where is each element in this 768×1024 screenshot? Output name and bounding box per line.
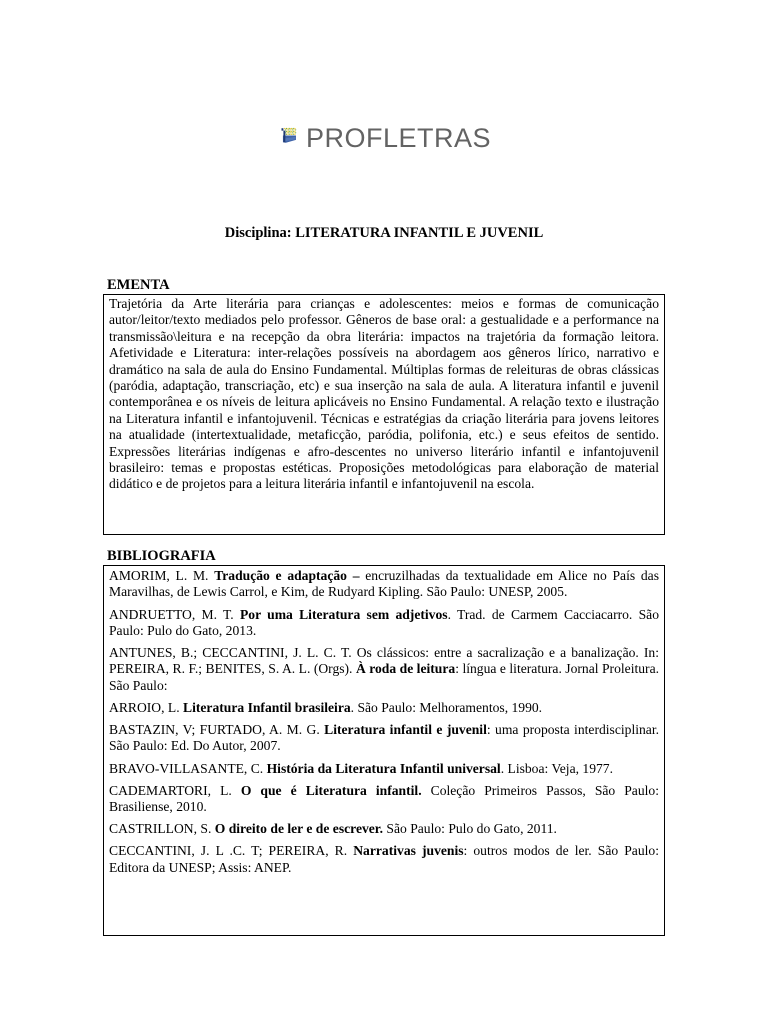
reference-author: CECCANTINI, J. L .C. T; PEREIRA, R. xyxy=(109,843,354,859)
reference-author: ANDRUETTO, M. T. xyxy=(109,606,240,622)
reference-author: BRAVO-VILLASANTE, C. xyxy=(109,760,267,776)
reference-item xyxy=(109,607,659,640)
reference-title: À roda de leitura xyxy=(355,661,456,677)
reference-author: ANTUNES, B.; CECCANTINI, J. L. C. T. Os clássicos: entre a sacralização e a banalização. In: PEREIRA, R. F.; BENITES, S. A. L. (Orgs). xyxy=(109,645,659,677)
reference-title: O que é Literatura infantil. xyxy=(240,782,422,798)
reference-details: . Trad. de Carmem Cacciacarro. São Paulo: Pulo do Gato, 2013. xyxy=(109,606,659,638)
reference-details: São Paulo: Pulo do Gato, 2011. xyxy=(383,821,557,837)
bibliografia-box xyxy=(103,565,665,936)
reference-item xyxy=(109,700,659,716)
profletras-logo xyxy=(281,103,491,167)
reference-item xyxy=(109,843,659,876)
reference-details: . São Paulo: Melhoramentos, 1990. xyxy=(350,699,543,715)
reference-item xyxy=(109,722,659,755)
reference-author: ARROIO, L. xyxy=(109,699,184,715)
reference-title: Narrativas juvenis xyxy=(353,843,464,859)
reference-item xyxy=(109,645,659,694)
reference-title: História da Literatura Infantil universal xyxy=(266,760,501,776)
reference-title: Literatura Infantil brasileira xyxy=(183,699,351,715)
ementa-text: Trajetória da Arte literária para crianças e adolescentes: meios e formas de comunicação autor/leitor/texto mediados pelo professor. Gêneros de base oral: a gestualidade e a performance na transmissão\leitura e na recepção da obra literária: impactos na trajetória da formação leitora. Afetividade e Literatura: inter-relações possíveis na abordagem aos gêneros lírico, narrativo e dramático na sala de aula do Ensino Fundamental. Múltiplas formas de releituras de obras clássicas (paródia, adaptação, transcriação, etc) e sua inserção na sala de aula. A literatura infantil e juvenil contemporânea e os níveis de leitura aplicáveis no Ensino Fundamental. A relação texto e ilustração na Literatura infantil e infantojuvenil. Técnicas e estratégias da criação literária para jovens leitores na atualidade (intertextualidade, metaficção, paródia, polifonia, etc.) e seus efeitos de sentido. Expressões literárias indígenas e afro-descentes no universo literário infantil e infantojuvenil brasileiro: temas e propostas estéticas. Proposições metodológicas para elaboração de material didático e de projetos para a leitura literária infantil e infantojuvenil na escola. xyxy=(109,296,659,492)
reference-title: Por uma Literatura sem adjetivos xyxy=(239,606,448,622)
reference-item xyxy=(109,568,659,601)
reference-title: Tradução e adaptação – xyxy=(214,568,360,583)
reference-details: : outros modos de ler. São Paulo: Editora da UNESP; Assis: ANEP. xyxy=(109,843,659,875)
reference-author: AMORIM, L. M. xyxy=(109,568,215,583)
profletras-emblem-icon xyxy=(281,103,297,167)
reference-details: : língua e literatura. Jornal Proleitura. São Paulo: xyxy=(109,661,660,693)
reference-details: : uma proposta interdisciplinar. São Paulo: Ed. Do Autor, 2007. xyxy=(109,722,659,754)
reference-item xyxy=(109,783,659,816)
discipline-title: Disciplina: LITERATURA INFANTIL E JUVENIL xyxy=(224,225,544,241)
reference-details: . Lisboa: Veja, 1977. xyxy=(500,760,613,776)
reference-author: BASTAZIN, V; FURTADO, A. M. G. xyxy=(109,722,325,737)
ementa-heading: EMENTA xyxy=(107,277,170,293)
ementa-box xyxy=(103,294,665,535)
reference-details: Coleção Primeiros Passos, São Paulo: Brasiliense, 2010. xyxy=(109,782,659,814)
reference-title: O direito de ler e de escrever. xyxy=(214,821,383,837)
reference-title: Literatura infantil e juvenil xyxy=(324,722,487,737)
reference-details: encruzilhadas da textualidade em Alice no País das Maravilhas, de Lewis Carrol, e Kim, de Rudyard Kipling. São Paulo: UNESP, 2005. xyxy=(109,568,660,600)
reference-item xyxy=(109,821,659,837)
reference-author: CASTRILLON, S. xyxy=(109,821,215,837)
reference-author: CADEMARTORI, L. xyxy=(109,782,241,798)
reference-item xyxy=(109,761,659,777)
logo-text: PROFLETRAS xyxy=(305,122,491,153)
reference-list xyxy=(109,568,659,876)
bibliografia-heading: BIBLIOGRAFIA xyxy=(107,548,216,564)
